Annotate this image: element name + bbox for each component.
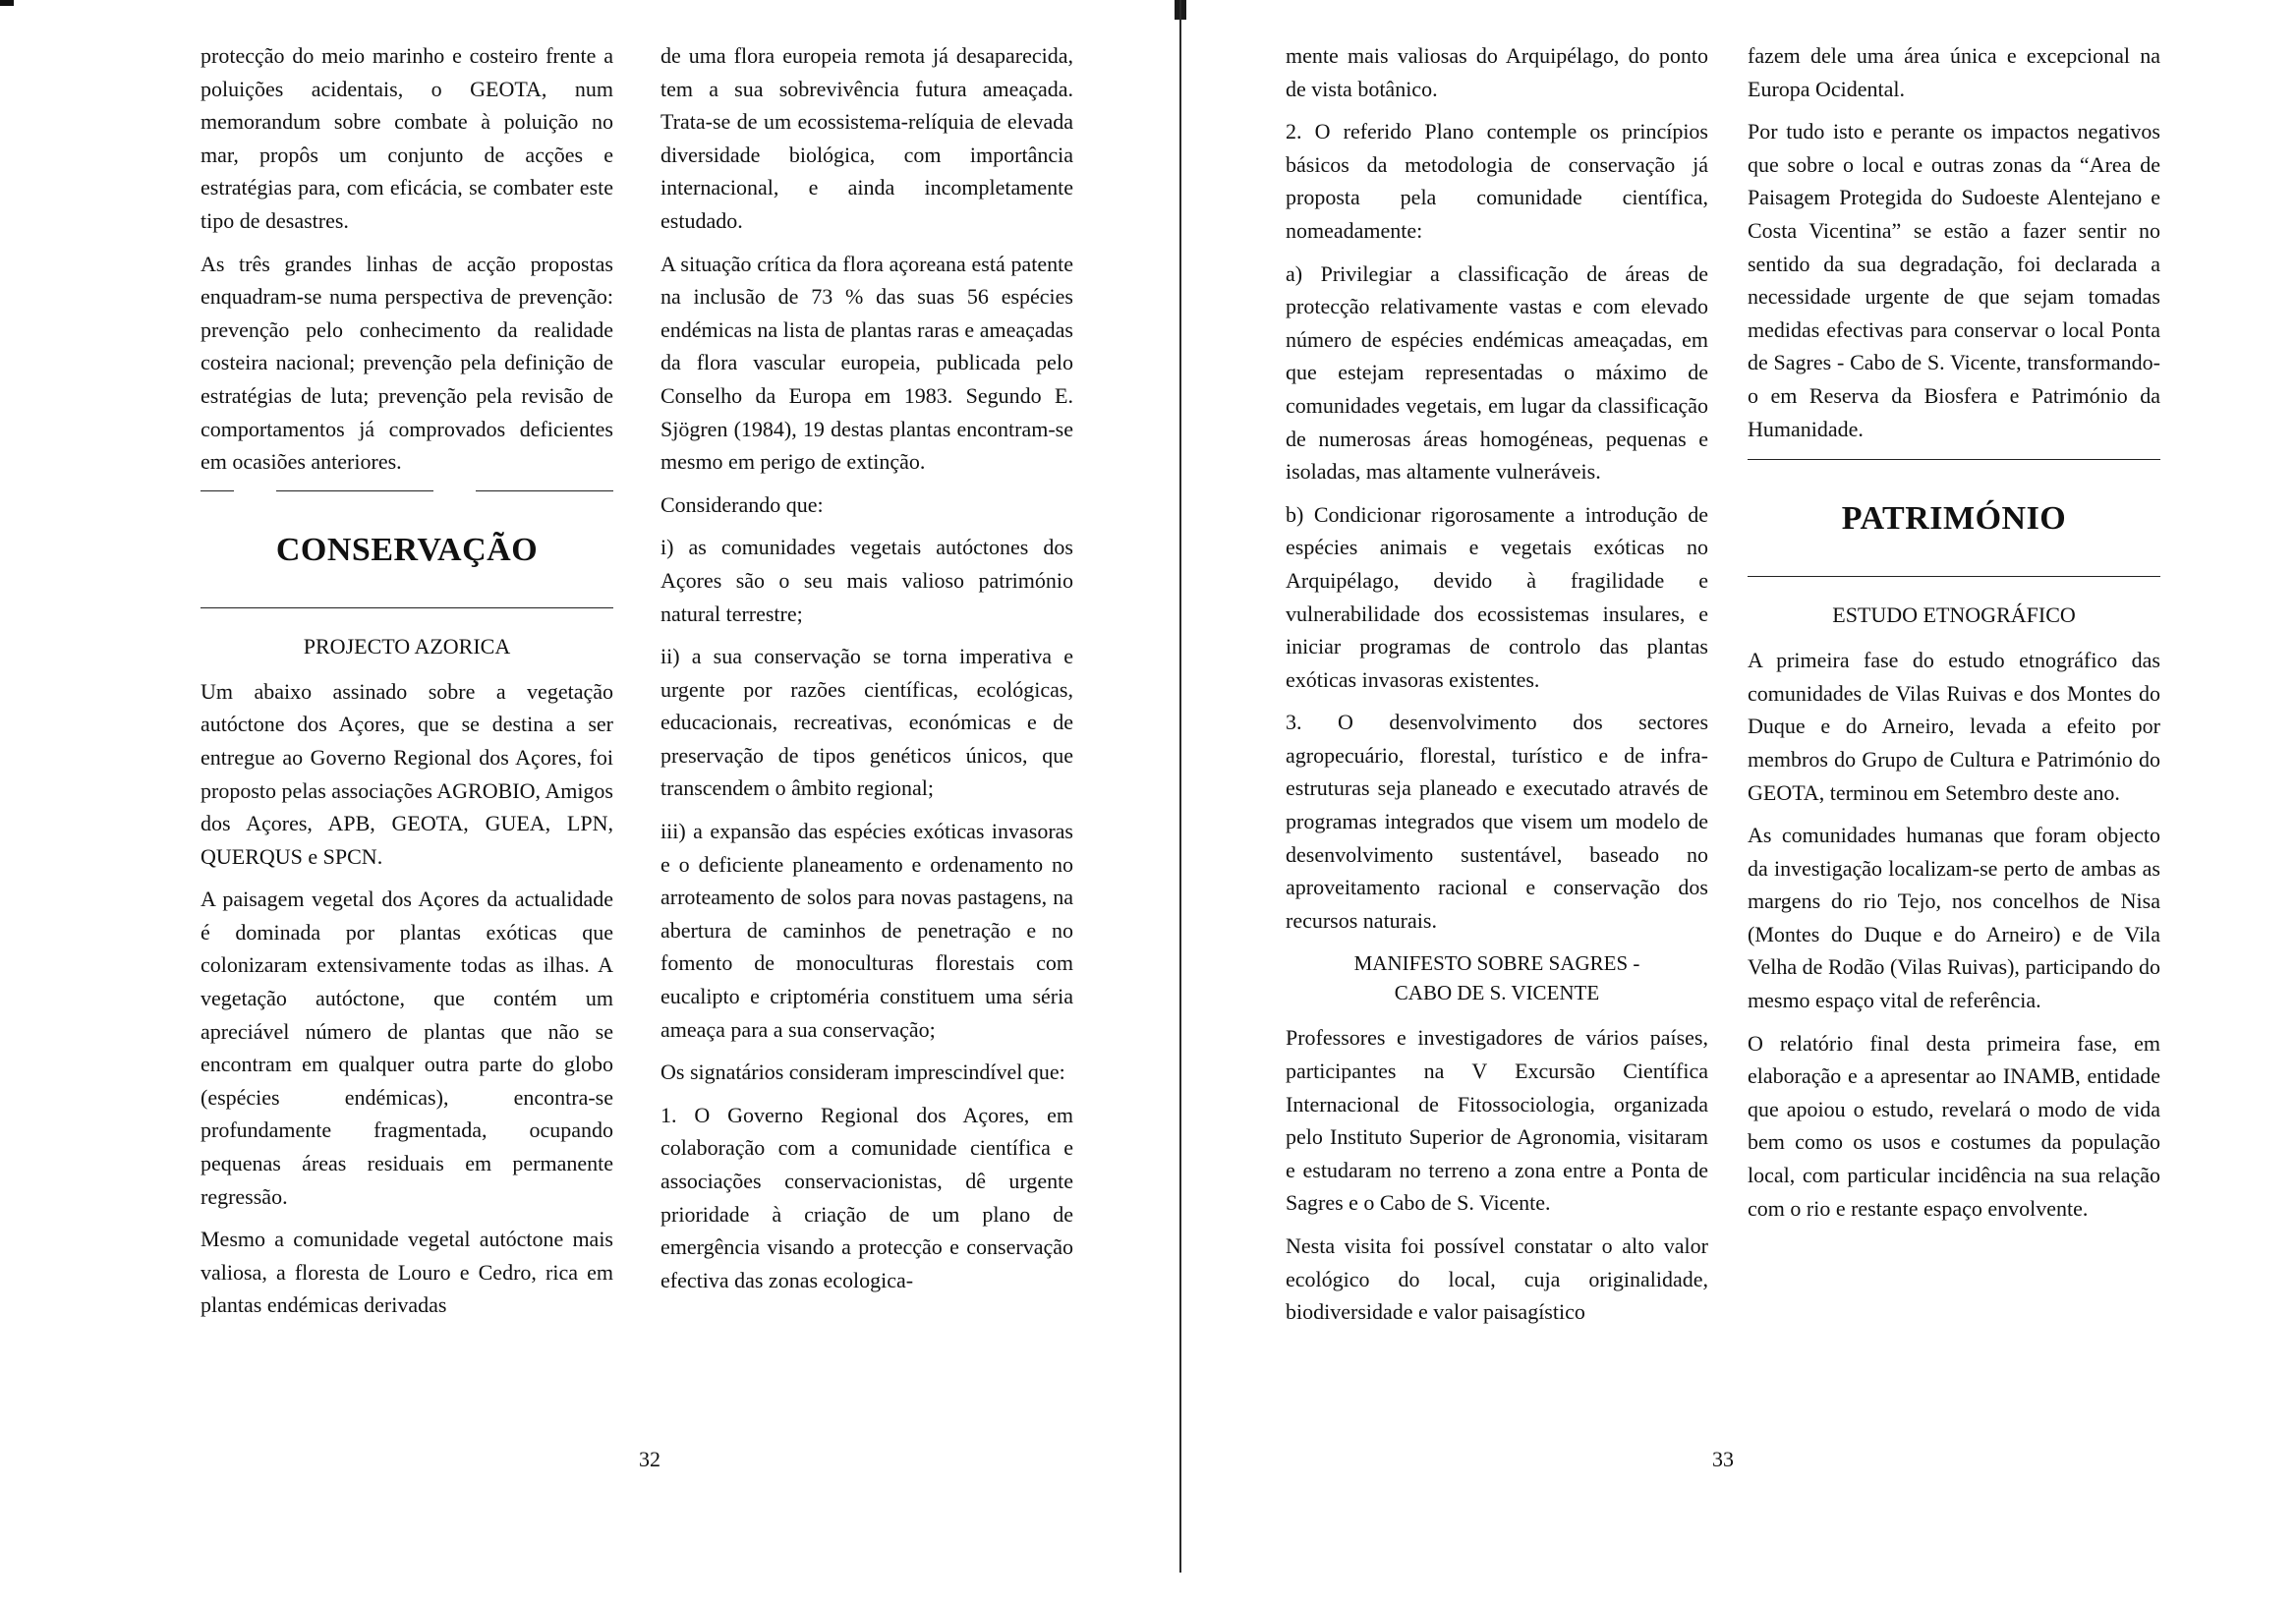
paragraph: de uma flora europeia remota já desaparecida, tem a sua sobrevivência futura ameaçada. Trata-se de um ecossistema-relíquia de elevada diversidade biológica, com importância internacional, e ainda incompletamente estudado. bbox=[660, 43, 1073, 233]
paragraph: A situação crítica da flora açoreana está patente na inclusão de 73 % das suas 56 espécies endémicas na lista de plantas raras e ameaçadas da flora vascular europeia, publicada pelo Conselho da Europa em 1983. Segundo E. Sjögren (1984), 19 destas plantas encontram-se mesmo em perigo de extinção. bbox=[660, 251, 1073, 475]
section-title-patrimonio: PATRIMÓNIO bbox=[1841, 500, 2067, 538]
article-heading-projecto-azorica: PROJECTO AZORICA bbox=[303, 633, 511, 659]
page-number: 33 bbox=[1712, 1447, 1734, 1471]
heading-line: MANIFESTO SOBRE SAGRES - bbox=[1353, 951, 1640, 976]
paragraph: As três grandes linhas de acção propostas enquadram-se numa perspectiva de prevenção: prevenção pelo conhecimento da realidade costeira nacional; prevenção pela definição de estratégias de luta; prevenção pela revisão de comportamentos já comprovados deficientes em ocasiões anteriores. bbox=[201, 251, 613, 475]
article-heading-manifesto-sagres bbox=[1286, 948, 1708, 1007]
paragraph: Um abaixo assinado sobre a vegetação autóctone dos Açores, que se destina a ser entregue ao Governo Regional dos Açores, foi proposto pelas associações AGROBIO, Amigos dos Açores, APB, GEOTA, GUEA, LPN, QUERQUS e SPCN. bbox=[201, 678, 613, 869]
section-rule bbox=[1748, 459, 2160, 460]
section-divider bbox=[201, 490, 613, 491]
list-item: 1. O Governo Regional dos Açores, em colaboração com a comunidade científica e associações conservacionistas, dê urgente prioridade à criação de um plano de emergência visando a protecção e conservação efectiva das zonas ecologica- bbox=[660, 1102, 1073, 1292]
list-item: 2. O referido Plano contemple os princípios básicos da metodologia de conservação já proposta pela comunidade científica, nomeadamente: bbox=[1286, 119, 1708, 243]
divider-segment bbox=[276, 490, 433, 491]
paragraph: Mesmo a comunidade vegetal autóctone mais valiosa, a floresta de Louro e Cedro, rica em plantas endémicas derivadas bbox=[201, 1227, 613, 1318]
paragraph: A paisagem vegetal dos Açores da actualidade é dominada por plantas exóticas que colonizaram extensivamente todas as ilhas. A vegetação autóctone, que contém um apreciável número de plantas que não se encontram em qualquer outra parte do globo (espécies endémicas), encontra-se profundamente fragmentada, ocupando pequenas áreas residuais em permanente regressão. bbox=[201, 887, 613, 1209]
list-item: b) Condicionar rigorosamente a introdução de espécies animais e vegetais exóticas no Arquipélago, devido à fragilidade e vulnerabilidade dos ecossistemas insulares, e iniciar programas de controlo das plantas exóticas invasoras existentes. bbox=[1286, 501, 1708, 692]
list-item: a) Privilegiar a classificação de áreas de protecção relativamente vastas e com elevado número de espécies endémicas ameaçadas, em que estejam representadas o máximo de comunidades vegetais, em lugar da classificação de numerosas áreas homogéneas, pequenas e isoladas, mas altamente vulneráveis. bbox=[1286, 260, 1708, 485]
paragraph: As comunidades humanas que foram objecto da investigação localizam-se perto de ambas as margens do rio Tejo, nos concelhos de Nisa (Montes do Duque e do Arneiro) e de Vila Velha de Rodão (Vilas Ruivas), participando do mesmo espaço vital de referência. bbox=[1748, 823, 2160, 1013]
paragraph: Professores e investigadores de vários países, participantes na V Excursão Científica Internacional de Fitossociologia, organizada pelo Instituto Superior de Agronomia, visitaram e estudaram no terreno a zona entre a Ponta de Sagres e o Cabo de S. Vicente. bbox=[1286, 1025, 1708, 1216]
left-page-column-1 bbox=[201, 39, 613, 1332]
paragraph: A primeira fase do estudo etnográfico das comunidades de Vilas Ruivas e dos Montes do Duque e do Arneiro, levada a efeito por membros do Grupo de Cultura e Património do GEOTA, terminou em Setembro deste ano. bbox=[1748, 648, 2160, 805]
list-item: 3. O desenvolvimento dos sectores agropecuário, florestal, turístico e de infra-estruturas seja planeado e executado através de programas integrados que visem um modelo de desenvolvimento sustentável, baseado no aproveitamento racional e conservação dos recursos naturais. bbox=[1286, 710, 1708, 933]
article-heading-estudo-etnografico: ESTUDO ETNOGRÁFICO bbox=[1832, 602, 2076, 628]
list-item: ii) a sua conservação se torna imperativa e urgente por razões científicas, ecológicas, educacionais, recreativas, económicas e de preservação de tipos genéticos únicos, que transcendem o âmbito regional; bbox=[660, 644, 1073, 801]
page-number: 32 bbox=[639, 1447, 660, 1471]
section-rule bbox=[201, 607, 613, 608]
paragraph: Considerando que: bbox=[660, 491, 824, 517]
paragraph: fazem dele uma área única e excepcional na Europa Ocidental. bbox=[1748, 43, 2160, 101]
list-item: i) as comunidades vegetais autóctones dos Açores são o seu mais valioso património natural terrestre; bbox=[660, 535, 1073, 626]
paragraph: mente mais valiosas do Arquipélago, do ponto de vista botânico. bbox=[1286, 43, 1708, 101]
heading-line: CABO DE S. VICENTE bbox=[1394, 981, 1600, 1005]
section-title-conservacao: CONSERVAÇÃO bbox=[275, 531, 539, 568]
paragraph: Por tudo isto e perante os impactos negativos que sobre o local e outras zonas da “Area de Paisagem Protegida do Sudoeste Alentejano e Costa Vicentina” se estão a fazer sentir no sentido da sua degradação, foi declarada a necessidade urgente de que sejam tomadas medidas efectivas para conservar o local Ponta de Sagres - Cabo de S. Vicente, transformando-o em Reserva da Biosfera e Património da Humanidade. bbox=[1748, 119, 2160, 441]
paragraph: O relatório final desta primeira fase, em elaboração e a apresentar ao INAMB, entidade que apoiou o estudo, revelará o modo de vida bem como os usos e costumes da população local, com particular incidência na sua relação com o rio e restante espaço envolvente. bbox=[1748, 1030, 2160, 1221]
right-page-column-1 bbox=[1286, 39, 1708, 1339]
divider-segment bbox=[201, 490, 234, 491]
paragraph: Os signatários consideram imprescindível que: bbox=[660, 1060, 1065, 1085]
list-item: iii) a expansão das espécies exóticas invasoras e o deficiente planeamento e ordenamento no arroteamento de solos para novas pastagens, na abertura de caminhos de penetração e no fomento de monoculturas florestais com eucalipto e criptoméria constituem uma séria ameaça para a sua conservação; bbox=[660, 819, 1073, 1042]
right-page-column-2 bbox=[1748, 39, 2160, 1234]
right-page bbox=[1179, 0, 2296, 1604]
left-page-column-2 bbox=[660, 39, 1073, 1306]
paragraph: protecção do meio marinho e costeiro frente a poluições acidentais, o GEOTA, num memorandum sobre combate à poluição no mar, propôs um conjunto de acções e estratégias para, com eficácia, se combater este tipo de desastres. bbox=[201, 43, 613, 233]
paragraph: Nesta visita foi possível constatar o alto valor ecológico do local, cuja originalidade, biodiversidade e valor paisagístico bbox=[1286, 1233, 1708, 1325]
section-rule bbox=[1748, 576, 2160, 577]
divider-segment bbox=[476, 490, 613, 491]
